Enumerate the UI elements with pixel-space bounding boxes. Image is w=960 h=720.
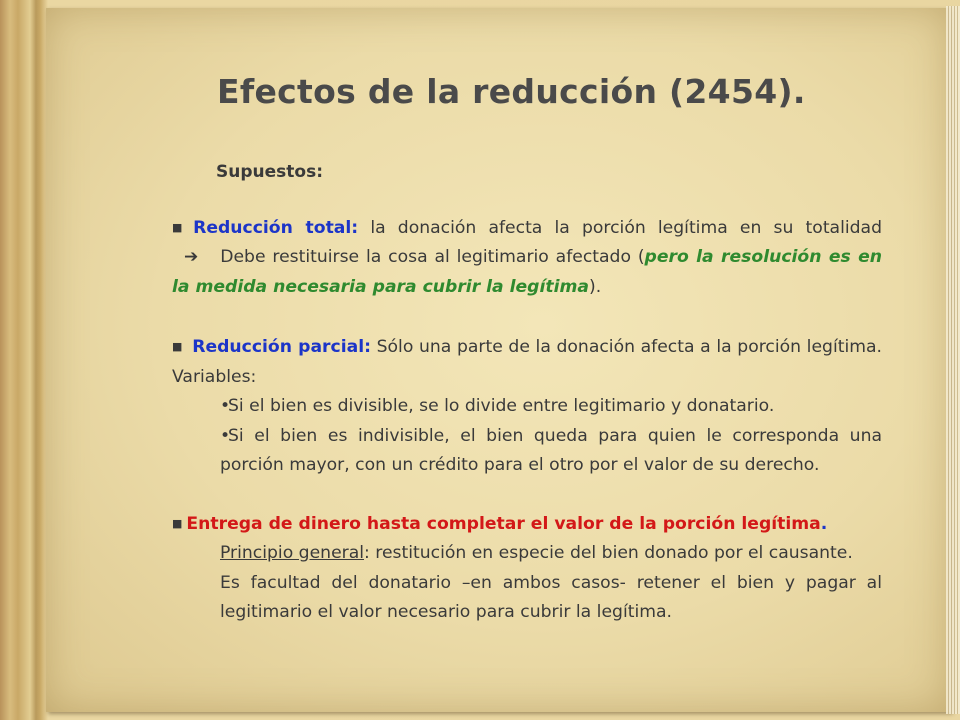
text-partial: Sólo una parte de la donación afecta a la porción legítima. Variables: xyxy=(172,337,882,387)
dot-bullet-icon: • xyxy=(220,425,231,446)
text-total-c: ). xyxy=(588,276,602,297)
label-total: Reducción total: xyxy=(193,217,359,238)
dot-bullet-icon: • xyxy=(220,396,231,416)
text-total-b: Debe restituirse la cosa al legitimario afectado ( xyxy=(220,247,645,267)
label-partial: Reducción parcial: xyxy=(192,337,371,357)
label-money-end: . xyxy=(820,513,828,534)
slide-content xyxy=(172,158,882,628)
sub-item-divisible xyxy=(172,392,882,422)
paragraph-partial xyxy=(172,332,882,392)
text-total-a: la donación afecta la porción legítima en su totalidad xyxy=(358,217,882,238)
subhead: Supuestos: xyxy=(216,162,323,182)
principle-line xyxy=(172,539,882,569)
page-edge xyxy=(946,6,960,714)
last-line: Es facultad del donatario –en ambos casos- retener el bien y pagar al legitimario el valor necesario para cubrir la legítima. xyxy=(220,572,882,622)
paragraph-total xyxy=(172,213,882,303)
square-bullet-icon: ■ xyxy=(172,220,190,234)
principle-text: : restitución en especie del bien donado por el causante. xyxy=(364,543,853,563)
sub-item-text: Si el bien es indivisible, el bien queda para quien le corresponda una porción mayor, con un crédito para el otro por el valor de su derecho. xyxy=(220,425,882,475)
text-total-italic: pero la resolución es en la medida necesaria para cubrir la legítima xyxy=(172,247,882,297)
label-money: Entrega de dinero hasta completar el valor de la porción legítima xyxy=(186,513,821,534)
arrow-right-icon: ➔ xyxy=(184,247,199,267)
sub-item-text: Si el bien es divisible, se lo divide entre legitimario y donatario. xyxy=(228,396,775,416)
square-bullet-icon: ■ xyxy=(172,516,183,530)
sub-item-indivisible xyxy=(172,422,882,481)
square-bullet-icon: ■ xyxy=(172,340,183,353)
paragraph-money xyxy=(172,509,882,540)
principle-label: Principio general xyxy=(220,543,365,563)
slide-title: Efectos de la reducción (2454). xyxy=(217,72,806,111)
